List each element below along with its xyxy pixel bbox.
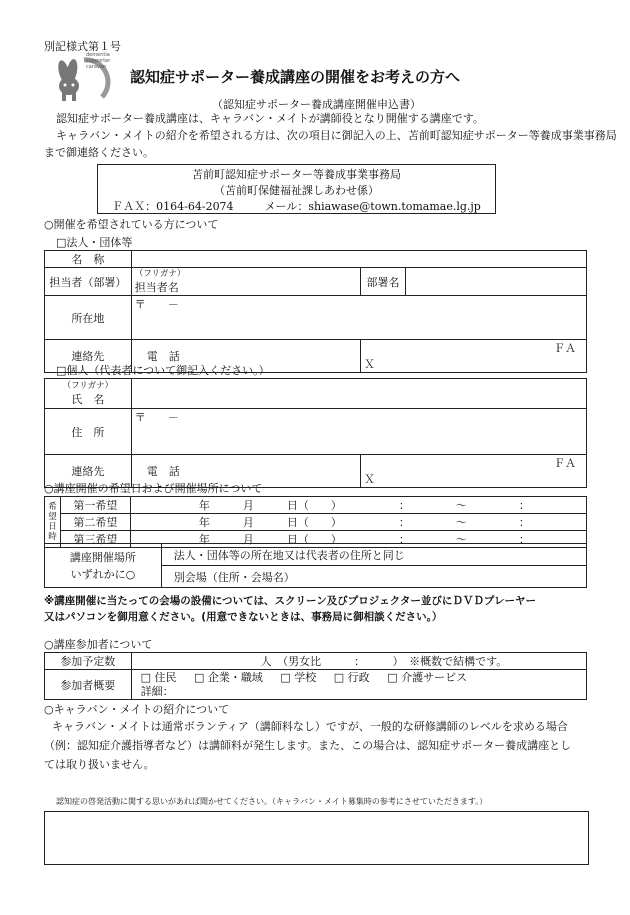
venue-option-other[interactable]: 別会場（住所・会場名）: [161, 566, 586, 588]
schedule-table: [44, 496, 587, 548]
corp-name-label: 名 称: [45, 251, 132, 268]
corp-person-label: 担当者（部署）: [45, 268, 132, 296]
schedule-date-text: 年 月 日（ ）: [198, 533, 342, 546]
equipment-note-line2: 又はパソコンを御用意ください。(用意できないときは、事務局に御相談ください。）: [44, 611, 443, 623]
corp-fax-label: ＦＡＸ: [364, 342, 577, 371]
schedule-tilde: ～: [455, 499, 467, 512]
schedule-colon: ：: [398, 516, 410, 529]
section-caravan: ○キャラバン・メイトの紹介について: [44, 703, 230, 716]
participant-option-schools[interactable]: □ 学校: [280, 670, 317, 684]
schedule-colon: ：: [518, 516, 530, 529]
venue-label: [45, 544, 162, 588]
individual-table: [44, 378, 587, 488]
schedule-date-text: 年 月 日（ ）: [198, 516, 342, 529]
caravan-line3: ては取り扱いません。: [44, 758, 155, 771]
corp-fax-field[interactable]: [361, 340, 587, 373]
schedule-vlabel-char: 望: [48, 512, 57, 522]
office-name: 苫前町認知症サポーター等養成事業事務局: [192, 168, 401, 181]
corp-contact-label: 連絡先: [45, 340, 132, 373]
section-applicant: ○開催を希望されている方について: [44, 218, 219, 231]
venue-option-same[interactable]: 法人・団体等の所在地又は代表者の住所と同じ: [161, 544, 586, 566]
individual-postal: 〒 －: [134, 411, 179, 424]
schedule-vlabel-char: 時: [48, 532, 57, 542]
individual-phone-label: 電 話: [146, 465, 180, 478]
office-fax: ＦＡＸ：0164-64-2074: [112, 200, 234, 213]
participants-table: [44, 652, 587, 700]
schedule-choice2-field[interactable]: [130, 514, 586, 531]
participants-summary-label: 参加者概要: [45, 670, 132, 700]
corp-dept-label: 部署名: [361, 268, 406, 296]
caravan-line1: キャラバン・メイトは通常ボランティア（講師料なし）ですが、一般的な研修講師のレベルを求める場合: [52, 720, 568, 733]
schedule-tilde: ～: [455, 533, 467, 546]
participants-count-label: 参加予定数: [45, 653, 132, 670]
page-subtitle: （認知症サポーター養成講座開催申込書）: [212, 98, 421, 111]
intro-line1: 認知症サポーター養成講座は、キャラバン・メイトが講師役となり開催する講座です。: [56, 112, 484, 125]
participants-detail-label: 詳細：: [140, 684, 174, 698]
schedule-vlabel-char: 希: [48, 502, 57, 512]
participant-option-companies[interactable]: □ 企業・職域: [194, 670, 263, 684]
participants-count-field[interactable]: [131, 653, 586, 670]
participants-count-text: 人 （男女比 ： ） ※概数で結構です。: [260, 655, 508, 668]
participant-option-care-services[interactable]: □ 介護サービス: [387, 670, 468, 684]
schedule-choice2-label: 第二希望: [60, 514, 130, 531]
corp-person-name-label: 担当者名: [134, 280, 179, 294]
individual-checkbox-label[interactable]: □個人（代表者について御記入ください。）: [56, 364, 270, 377]
caravan-line2: （例：認知症介護指導者など）は講師料が発生します。また、この場合は、認知症サポーター養成講座とし: [44, 739, 572, 752]
corp-table: [44, 250, 587, 373]
participant-option-government[interactable]: □ 行政: [333, 670, 370, 684]
comment-textarea[interactable]: [44, 811, 589, 865]
participant-option-residents[interactable]: □ 住民: [140, 670, 177, 684]
schedule-vlabel-char: 日: [48, 522, 57, 532]
office-mail: メール：shiawase@town.tomamae.lg.jp: [264, 200, 481, 213]
individual-name-label: 氏 名: [71, 392, 105, 406]
schedule-date-text: 年 月 日（ ）: [198, 499, 342, 512]
schedule-colon: ：: [518, 533, 530, 546]
venue-label-line1: 講座開催場所: [69, 550, 136, 564]
corp-phone-label: 電 話: [146, 350, 180, 363]
comment-prompt: 認知症の啓発活動に関する思いがあれば聞かせてください。（キャラバン・メイト募集時の参考にさせていただきます。）: [56, 797, 488, 806]
schedule-colon: ：: [398, 533, 410, 546]
corp-checkbox-label[interactable]: □法人・団体等: [56, 236, 133, 249]
schedule-vertical-label: [45, 497, 61, 548]
individual-address-label: 住 所: [45, 409, 132, 455]
office-info-box: [97, 164, 496, 214]
corp-furigana-label: （フリガナ）: [134, 268, 186, 279]
corp-name-field[interactable]: [131, 251, 586, 268]
individual-contact-label: 連絡先: [45, 455, 132, 488]
section-participants: ○講座参加者について: [44, 638, 153, 651]
participants-summary-field: [131, 670, 586, 700]
individual-fax-label: ＦＡＸ: [364, 457, 577, 486]
schedule-choice1-label: 第一希望: [60, 497, 130, 514]
individual-fax-field[interactable]: [361, 455, 587, 488]
schedule-choice1-field[interactable]: [130, 497, 586, 514]
corp-address-label: 所在地: [45, 296, 132, 340]
schedule-colon: ：: [518, 499, 530, 512]
individual-furigana-label: （フリガナ）: [62, 380, 114, 391]
corp-address-field[interactable]: [131, 296, 586, 340]
venue-table: [44, 543, 587, 588]
page-title: 認知症サポーター養成講座の開催をお考えの方へ: [130, 68, 461, 86]
intro-line2: キャラバン・メイトの紹介を希望される方は、次の項目に御記入の上、苫前町認知症サポーター等養成事業事務局: [56, 129, 617, 142]
office-dept: （苫前町保健福祉課しあわせ係）: [214, 184, 379, 197]
schedule-tilde: ～: [455, 516, 467, 529]
individual-name-cell: [45, 379, 132, 409]
corp-person-field[interactable]: [131, 268, 360, 296]
schedule-colon: ：: [398, 499, 410, 512]
section-schedule: ○講座開催の希望日および開催場所について: [44, 482, 263, 495]
caravan-logo: [42, 52, 116, 102]
venue-label-line2: いずれかに○: [70, 567, 136, 581]
corp-dept-field[interactable]: [406, 268, 587, 296]
form-number: 別記様式第１号: [44, 40, 121, 53]
individual-name-field[interactable]: [131, 379, 586, 409]
intro-line3: まで御連絡ください。: [44, 146, 154, 159]
corp-postal: 〒 －: [134, 298, 179, 311]
individual-address-field[interactable]: [131, 409, 586, 455]
equipment-note-line1: ※講座開催に当たっての会場の設備については、スクリーン及びプロジェクター並びにＤＶＤプレーヤー: [44, 595, 536, 607]
logo-arc-text: dementia supporter caravan: [86, 52, 111, 70]
schedule-choice3-label: 第三希望: [60, 531, 130, 548]
